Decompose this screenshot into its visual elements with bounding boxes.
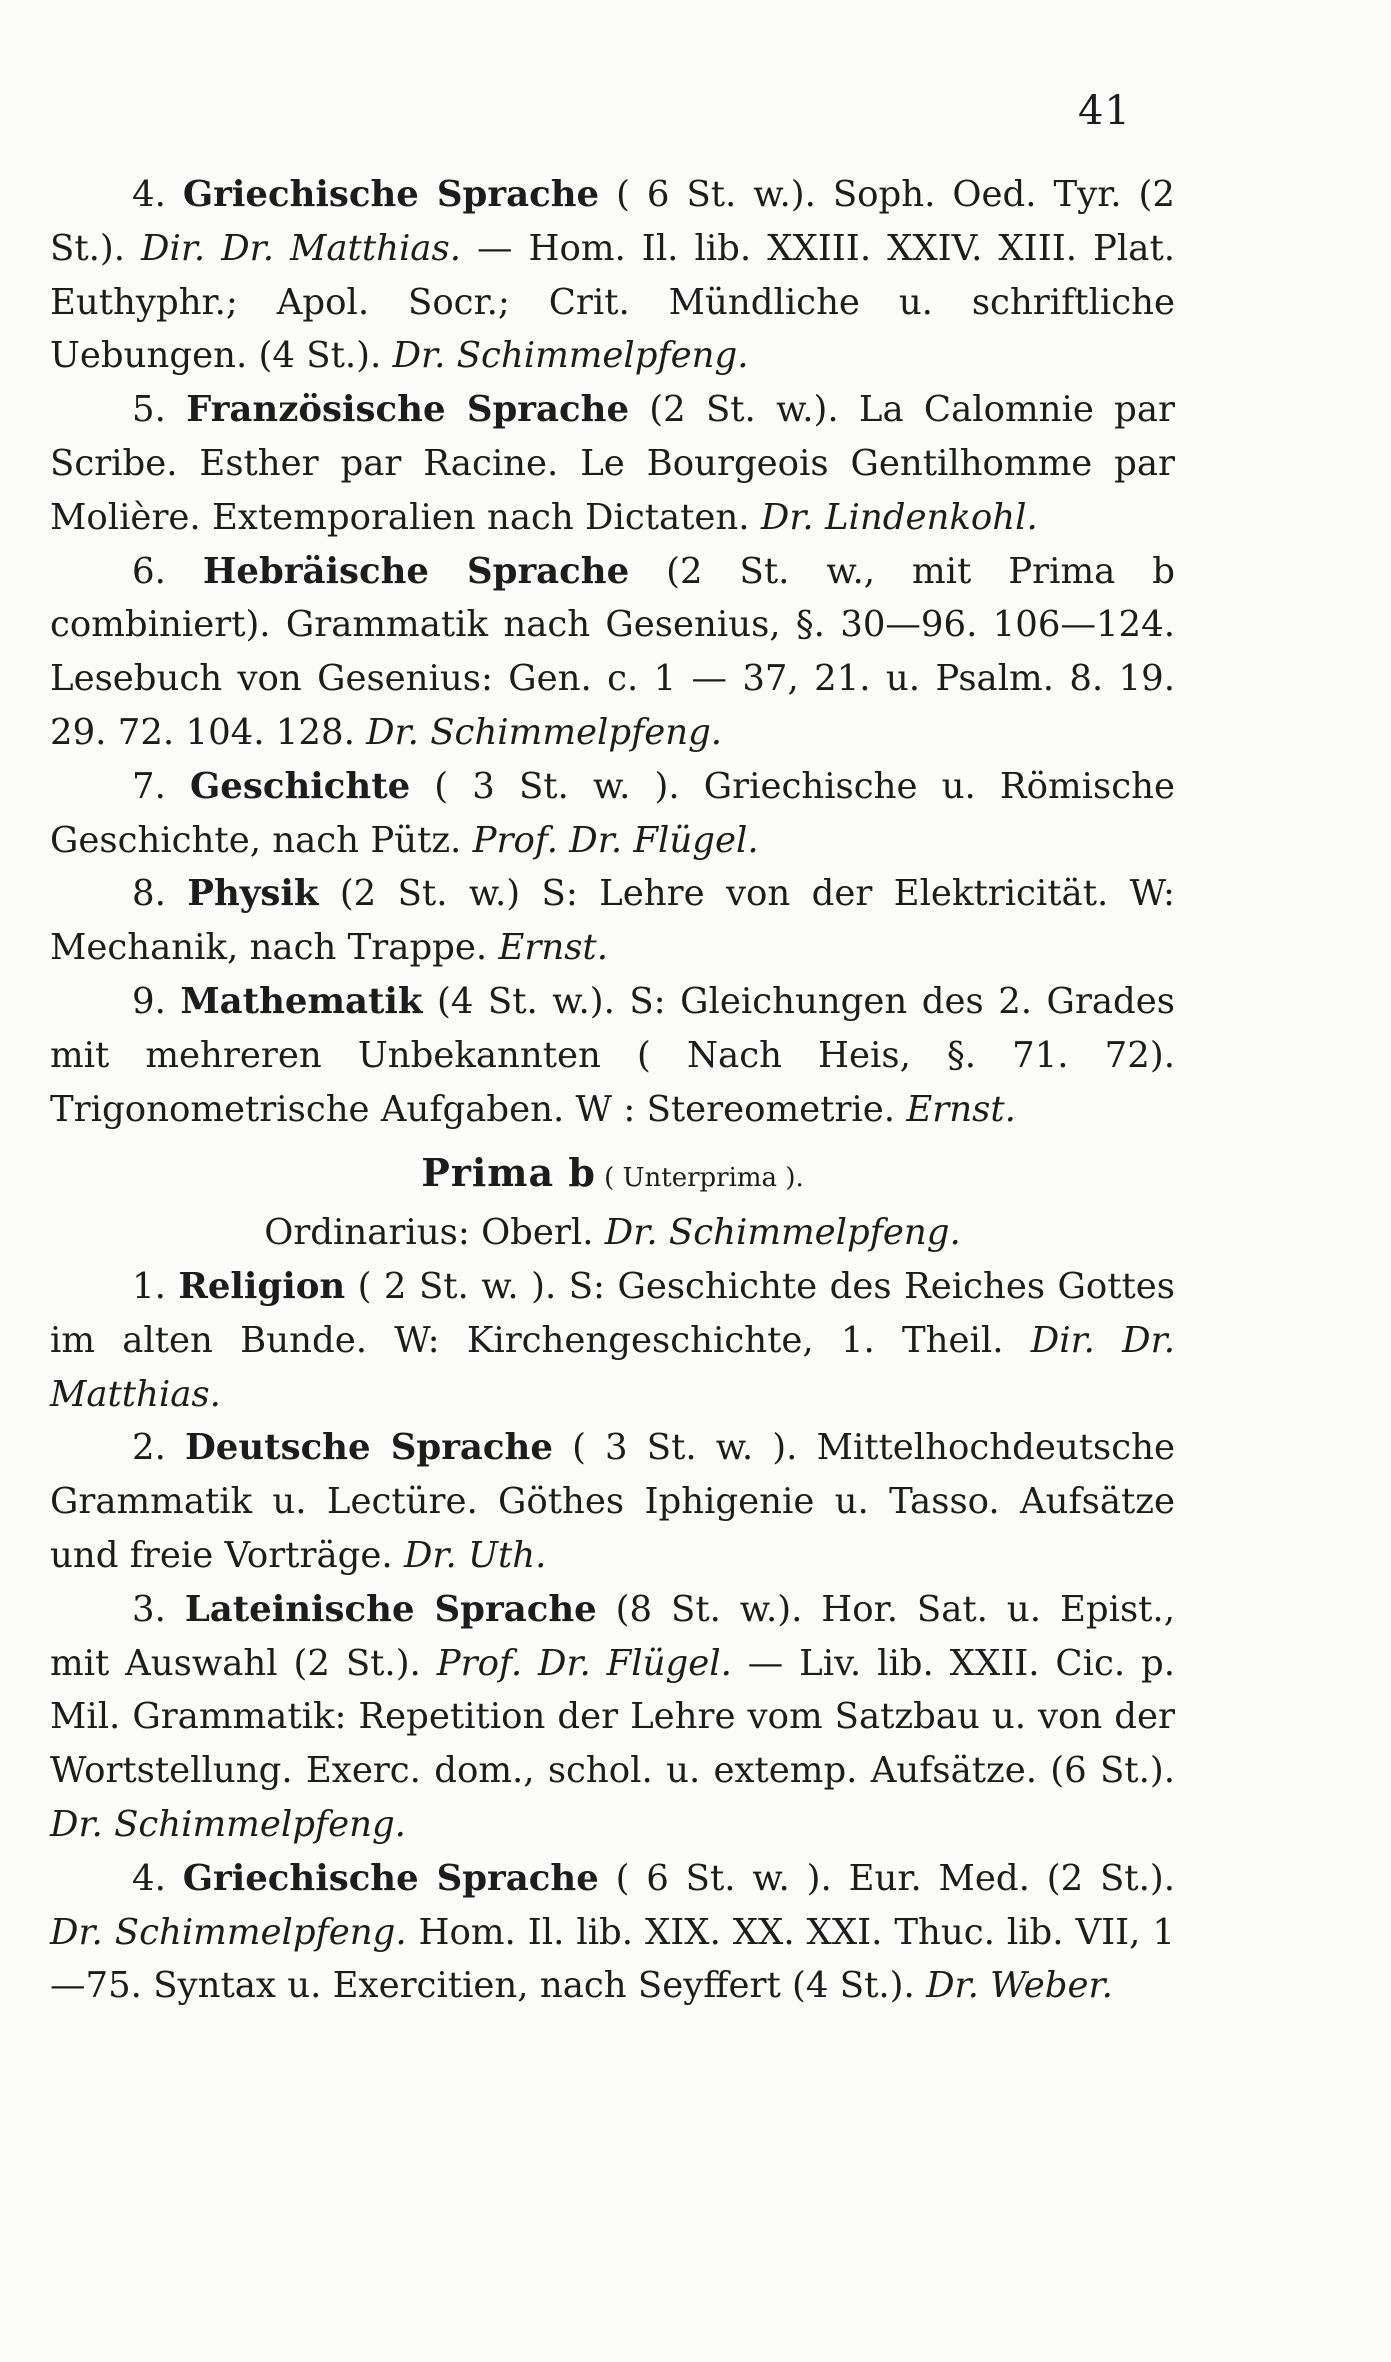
teacher-name: Dir. Dr. Matthias. [141, 227, 461, 269]
item-text: (2 St. w., mit Prima b combiniert). Grammatik nach Gesenius, §. 30—96. 106—124. Lesebuch von Gesenius: Gen. c. 1 — 37, 21. u. Psalm. 8. 19. 29. 72. 104. 128. [50, 550, 1175, 753]
item-number: 8. [132, 873, 166, 915]
paragraph-franzoesisch [50, 383, 1175, 544]
item-number: 7. [132, 765, 166, 807]
teacher-name: Dir. Dr. Matthias. [50, 1319, 1175, 1415]
teacher-name: Dr. Schimmelpfeng. [604, 1212, 961, 1254]
item-number: 4. [132, 1857, 166, 1899]
item-number: 2. [132, 1427, 166, 1469]
teacher-name: Dr. Uth. [403, 1534, 547, 1576]
teacher-name: Dr. Lindenkohl. [760, 496, 1038, 538]
item-text: ( 6 St. w. ). Eur. Med. (2 St.). [598, 1857, 1175, 1899]
subject-title: Deutsche Sprache [185, 1427, 553, 1469]
teacher-name: Dr. Schimmelpfeng. [50, 1803, 406, 1845]
paragraph-religion [50, 1260, 1175, 1421]
section-title: Prima b [421, 1150, 596, 1196]
item-text: — Liv. lib. XXII. Cic. p. Mil. Grammatik: Repetition der Lehre vom Satzbau u. von der Wortstellung. Exerc. dom., schol. u. extemp. Aufsätze. (6 St.). [50, 1642, 1175, 1792]
ordinarius-line [50, 1206, 1175, 1260]
item-text: (2 St. w.). La Calomnie par Scribe. Esther par Racine. Le Bourgeois Gentilhomme par Molière. Extemporalien nach Dictaten. [50, 389, 1175, 538]
subject-title: Physik [187, 873, 319, 915]
subject-title: Französische Sprache [186, 389, 630, 431]
paragraph-geschichte [50, 760, 1175, 868]
section-heading-prima-b [50, 1146, 1175, 1206]
paragraph-deutsch [50, 1421, 1175, 1582]
item-number: 4. [132, 174, 166, 215]
subject-title: Lateinische Sprache [184, 1588, 597, 1630]
paragraph-latein [50, 1583, 1175, 1852]
teacher-name: Dr. Schimmelpfeng. [50, 1911, 407, 1953]
subject-title: Griechische Sprache [182, 1857, 599, 1899]
item-text: — Hom. Il. lib. XXIII. XXIV. XIII. Plat. Euthyphr.; Apol. Socr.; Crit. Mündliche u. schriftliche Uebungen. (4 St.). [50, 227, 1176, 377]
paragraph-hebraeisch [50, 545, 1175, 760]
item-text: (4 St. w.). S: Gleichungen des 2. Grades mit mehreren Unbekannten ( Nach Heis, §. 71. 72). Trigonometrische Aufgaben. W : Stereometrie. [50, 980, 1175, 1130]
paragraph-physik [50, 867, 1175, 975]
teacher-name: Dr. Weber. [926, 1965, 1113, 2007]
item-text: ( 3 St. w. ). Griechische u. Römische Geschichte, nach Pütz. [50, 765, 1175, 861]
item-text: (2 St. w.) S: Lehre von der Elektricität. W: Mechanik, nach Trappe. [50, 873, 1175, 969]
item-number: 9. [132, 980, 166, 1022]
item-number: 5. [132, 389, 166, 431]
subject-title: Hebräische Sprache [202, 550, 630, 592]
item-text: (8 St. w.). Hor. Sat. u. Epist., mit Auswahl (2 St.). [50, 1588, 1175, 1684]
section-subtitle: ( Unterprima ). [595, 1163, 804, 1194]
item-text: Hom. Il. lib. XIX. XX. XXI. Thuc. lib. VII, 1—75. Syntax u. Exercitien, nach Seyffert (4 St.). [50, 1911, 1175, 2007]
item-number: 3. [132, 1588, 166, 1630]
subject-title: Mathematik [180, 980, 423, 1022]
teacher-name: Prof. Dr. Flügel. [436, 1642, 732, 1684]
subject-title: Geschichte [189, 765, 411, 807]
subject-title: Griechische Sprache [182, 174, 600, 215]
teacher-name: Prof. Dr. Flügel. [472, 819, 759, 861]
paragraph-griechisch [50, 168, 1175, 383]
paragraph-mathematik [50, 975, 1175, 1136]
item-text: ( 2 St. w. ). S: Geschichte des Reiches Gottes im alten Bunde. W: Kirchengeschichte, 1. Theil. [50, 1265, 1175, 1361]
subject-title: Religion [178, 1265, 346, 1307]
page-number: 41 [1078, 88, 1131, 134]
teacher-name: Dr. Schimmelpfeng. [392, 335, 749, 377]
paragraph-griechisch-prima [50, 1852, 1175, 2013]
item-text: ( 6 St. w.). Soph. Oed. Tyr. (2 St.). [50, 174, 1175, 269]
ordinarius-label: Ordinarius: Oberl. [264, 1212, 605, 1254]
item-number: 6. [132, 550, 166, 592]
teacher-name: Ernst. [906, 1088, 1016, 1130]
teacher-name: Dr. Schimmelpfeng. [366, 711, 723, 753]
item-text: ( 3 St. w. ). Mittelhochdeutsche Grammatik u. Lectüre. Göthes Iphigenie u. Tasso. Aufsätze und freie Vorträge. [50, 1427, 1175, 1576]
teacher-name: Ernst. [498, 927, 608, 969]
item-number: 1. [132, 1265, 166, 1307]
page-body [50, 168, 1175, 2013]
